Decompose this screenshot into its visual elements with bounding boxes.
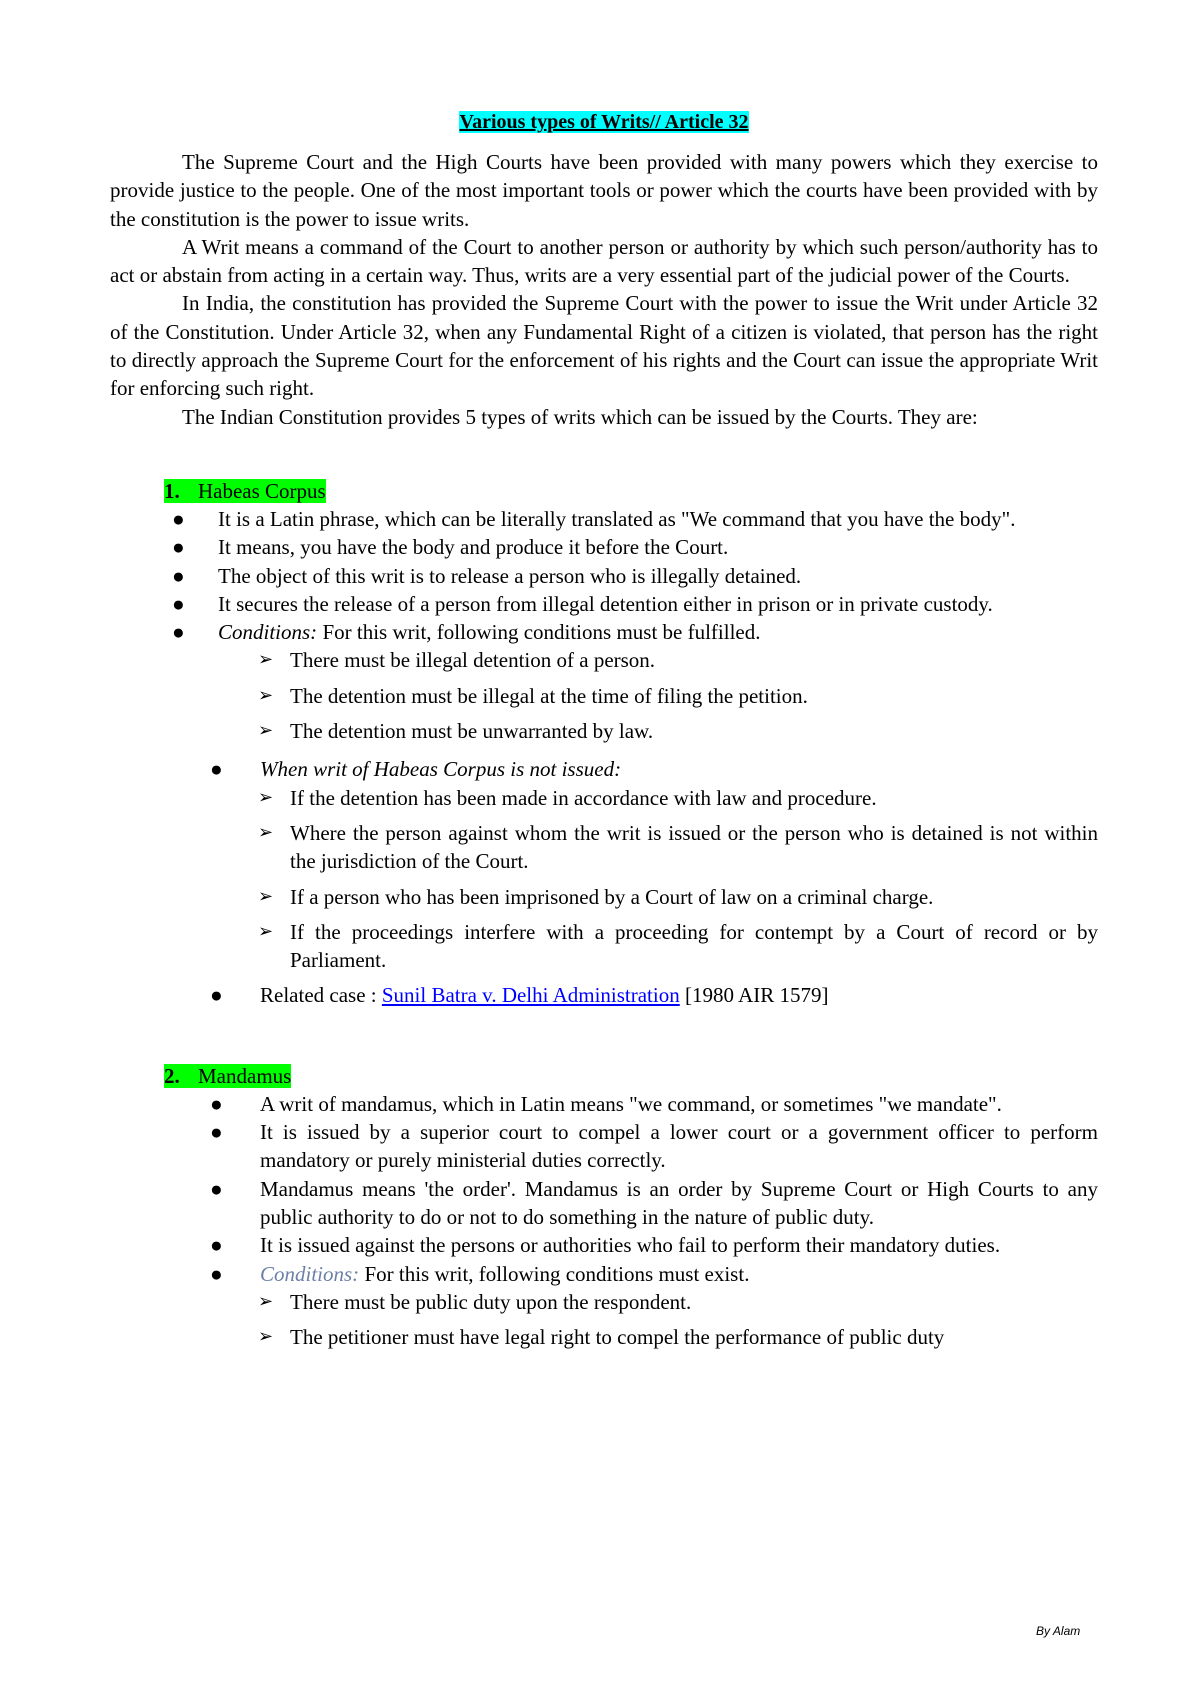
list-item: ● It is a Latin phrase, which can be literally translated as "We command that you have the body". bbox=[110, 505, 1098, 533]
footer-author: By Alam bbox=[1036, 1624, 1081, 1638]
list-item: ● It secures the release of a person from illegal detention either in prison or in private custody. bbox=[110, 590, 1098, 618]
list-item: ➢ There must be public duty upon the respondent. bbox=[110, 1288, 1098, 1316]
list-item: ➢ The detention must be unwarranted by law. bbox=[110, 717, 1098, 745]
intro-paragraph: In India, the constitution has provided the Supreme Court with the power to issue the Writ under Article 32 of the Constitution. Under Article 32, when any Fundamental Right of a citizen is violated, that person has the right to directly approach the Supreme Court for the enforcement of his rights and the Court can issue the appropriate Writ for enforcing such right. bbox=[110, 291, 1098, 401]
bullet-icon: ● bbox=[210, 983, 223, 1008]
arrow-icon: ➢ bbox=[258, 649, 274, 671]
list-item: ● It means, you have the body and produce it before the Court. bbox=[110, 533, 1098, 561]
bullet-icon: ● bbox=[172, 535, 185, 560]
section-heading-habeas-corpus: 1. Habeas Corpus bbox=[164, 478, 326, 503]
list-item: ● Mandamus means 'the order'. Mandamus is an order by Supreme Court or High Courts to any public authority to do or not to do something in the nature of public duty. bbox=[210, 1176, 1098, 1229]
arrow-icon: ➢ bbox=[258, 786, 274, 808]
intro-paragraph: The Indian Constitution provides 5 types of writs which can be issued by the Courts. They are: bbox=[182, 404, 978, 429]
page-title: Various types of Writs// Article 32 bbox=[459, 111, 749, 133]
list-item: ● Conditions: For this writ, following conditions must be fulfilled. bbox=[110, 618, 1098, 646]
list-item: ➢ The petitioner must have legal right to compel the performance of public duty bbox=[110, 1323, 1098, 1351]
list-item: ● When writ of Habeas Corpus is not issued: bbox=[110, 755, 1098, 783]
habeas-corpus-bullets bbox=[110, 505, 1098, 646]
list-item: ● It is issued by a superior court to compel a lower court or a government officer to perform mandatory or purely ministerial duties correctly. bbox=[210, 1120, 1098, 1173]
arrow-icon: ➢ bbox=[258, 720, 274, 742]
bullet-icon: ● bbox=[210, 1120, 223, 1145]
bullet-icon: ● bbox=[210, 1176, 223, 1201]
bullet-icon: ● bbox=[210, 1091, 223, 1116]
list-item: ➢ If a person who has been imprisoned by a Court of law on a criminal charge. bbox=[110, 883, 1098, 911]
list-item: ➢ There must be illegal detention of a person. bbox=[110, 646, 1098, 674]
mandamus-bullets bbox=[110, 1090, 1098, 1288]
list-item: ● The object of this writ is to release a person who is illegally detained. bbox=[110, 562, 1098, 590]
bullet-icon: ● bbox=[172, 591, 185, 616]
intro-paragraph: The Supreme Court and the High Courts have been provided with many powers which they exercise to provide justice to the people. One of the most important tools or power which the courts have been provided with by the constitution is the power to issue writs. bbox=[110, 150, 1098, 231]
habeas-corpus-conditions bbox=[110, 646, 1098, 745]
list-item: ➢ The detention must be illegal at the time of filing the petition. bbox=[110, 682, 1098, 710]
arrow-icon: ➢ bbox=[258, 1326, 274, 1348]
arrow-icon: ➢ bbox=[258, 1290, 274, 1312]
related-case: ● Related case : Sunil Batra v. Delhi Administration [1980 AIR 1579] bbox=[110, 981, 1098, 1009]
bullet-icon: ● bbox=[210, 1233, 223, 1258]
bullet-icon: ● bbox=[172, 563, 185, 588]
related-case-link[interactable]: Sunil Batra v. Delhi Administration bbox=[381, 983, 680, 1008]
mandamus-conditions bbox=[110, 1288, 1098, 1352]
bullet-icon: ● bbox=[210, 1261, 223, 1286]
list-item: ➢ Where the person against whom the writ is issued or the person who is detained is not within the jurisdiction of the Court. bbox=[258, 820, 1098, 874]
arrow-icon: ➢ bbox=[258, 885, 274, 907]
list-item: ➢ If the detention has been made in accordance with law and procedure. bbox=[110, 784, 1098, 812]
list-item: ● Conditions: For this writ, following conditions must exist. bbox=[110, 1260, 1098, 1288]
arrow-icon: ➢ bbox=[258, 920, 274, 942]
bullet-icon: ● bbox=[210, 757, 223, 782]
list-item: ➢ If the proceedings interfere with a proceeding for contempt by a Court of record or by Parliament. bbox=[258, 919, 1098, 973]
arrow-icon: ➢ bbox=[258, 684, 274, 706]
document-content bbox=[110, 108, 1098, 1358]
bullet-icon: ● bbox=[172, 506, 185, 531]
section-heading-mandamus: 2. Mandamus bbox=[164, 1063, 292, 1088]
bullet-icon: ● bbox=[172, 620, 185, 645]
intro-paragraph: A Writ means a command of the Court to another person or authority by which such person/authority has to act or abstain from acting in a certain way. Thus, writs are a very essential part of the judicial power of the Courts. bbox=[110, 234, 1098, 288]
list-item: ● It is issued against the persons or authorities who fail to perform their mandatory duties. bbox=[110, 1231, 1098, 1259]
habeas-corpus-not-issued bbox=[110, 784, 1098, 975]
arrow-icon: ➢ bbox=[258, 821, 274, 843]
list-item: ● A writ of mandamus, which in Latin means "we command, or sometimes "we mandate". bbox=[110, 1090, 1098, 1118]
